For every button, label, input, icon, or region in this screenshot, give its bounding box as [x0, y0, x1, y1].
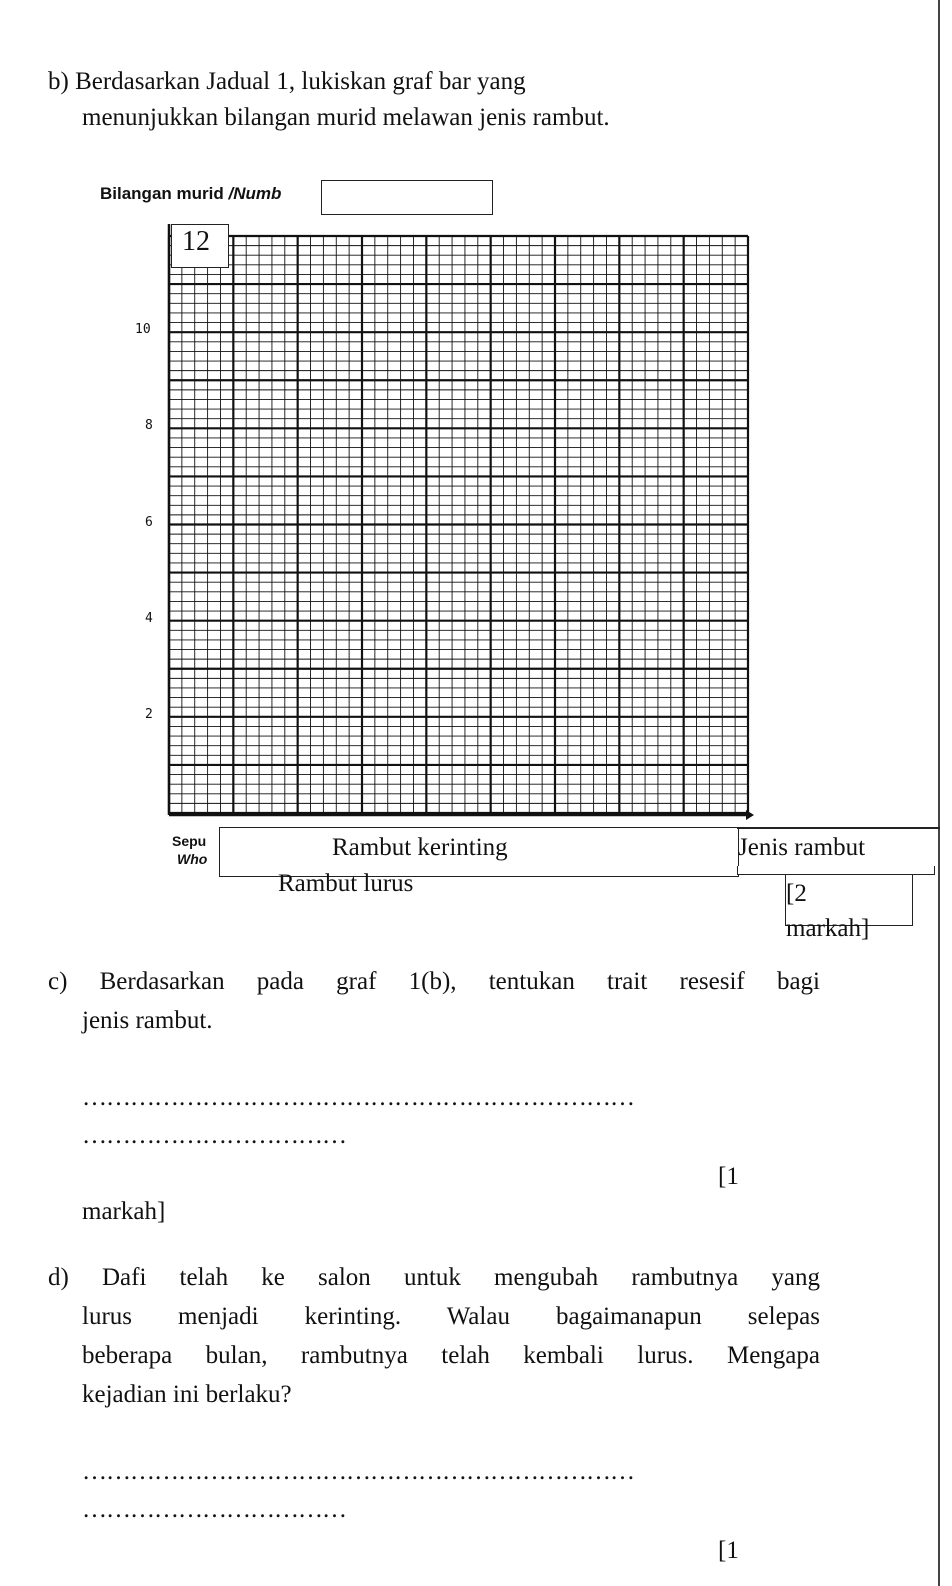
marks-d-1: [1: [718, 1537, 739, 1564]
x-partial-1: Sepu: [172, 833, 207, 849]
question-d-line1: d) Dafi telah ke salon untuk mengubah rambutnya yang: [48, 1264, 820, 1291]
x-axis-arrow: [746, 810, 754, 820]
y-max-label: 12: [182, 226, 210, 257]
y-tick-label: 6: [145, 514, 153, 530]
y-axis-label-en: /Numb: [228, 184, 282, 203]
marks-c-1: [1: [718, 1163, 739, 1190]
answer-d-line2[interactable]: ……………………………: [82, 1496, 346, 1523]
divider: [737, 827, 940, 829]
marks-c-2: markah]: [82, 1198, 166, 1225]
question-d-line2: lurus menjadi kerinting. Walau bagaimanapun selepas: [82, 1303, 820, 1330]
question-c-line2: jenis rambut.: [82, 1007, 213, 1034]
question-b-line2: menunjukkan bilangan murid melawan jenis rambut.: [82, 104, 610, 131]
answer-d-line1[interactable]: ……………………………………………………………: [82, 1458, 634, 1485]
y-axis-label-ms: Bilangan murid: [100, 184, 224, 203]
question-d-line3: beberapa bulan, rambutnya telah kembali lurus. Mengapa: [82, 1342, 820, 1369]
question-d-line4: kejadian ini berlaku?: [82, 1381, 292, 1408]
x-axis-label: Jenis rambut: [738, 834, 866, 861]
question-b-line1: b) Berdasarkan Jadual 1, lukiskan graf bar yang: [48, 68, 526, 95]
category-1-label: Rambut kerinting: [332, 834, 508, 861]
marks-b-1: [2: [786, 880, 807, 907]
answer-c-line2[interactable]: ……………………………: [82, 1122, 346, 1149]
question-c-line1: c) Berdasarkan pada graf 1(b), tentukan trait resesif bagi: [48, 968, 820, 995]
y-tick-label: 8: [145, 418, 153, 434]
x-partial-2: Who: [177, 851, 208, 867]
y-tick-label: 4: [145, 610, 153, 626]
y-tick-label: 2: [145, 706, 153, 722]
marks-b-2: markah]: [786, 915, 870, 942]
category-2-label: Rambut lurus: [278, 870, 414, 897]
y-tick-label: 10: [135, 322, 151, 338]
answer-c-line1[interactable]: ……………………………………………………………: [82, 1084, 634, 1111]
